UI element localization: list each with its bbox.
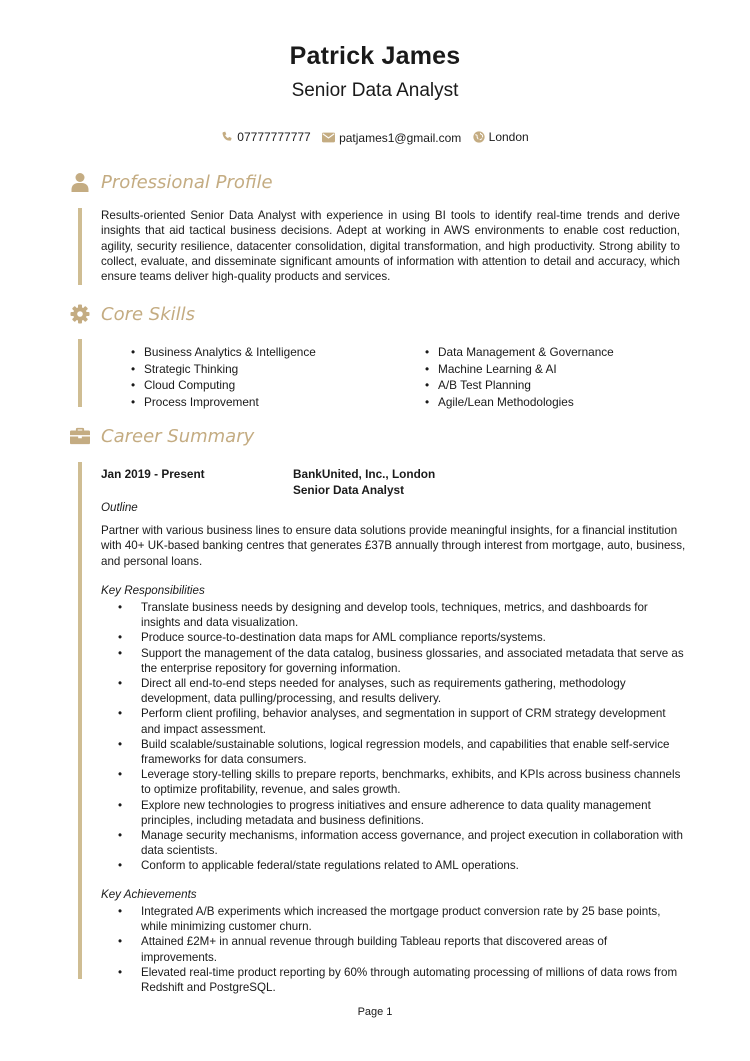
candidate-name: Patrick James <box>289 42 461 70</box>
skill-item: • Process Improvement <box>131 394 316 411</box>
achievement-item: • Integrated A/B experiments which increased the mortgage product conversion rate by 25 base points, while minimizing customer churn. <box>101 904 686 934</box>
gear-icon <box>70 304 90 324</box>
skill-item: • Cloud Computing <box>131 377 316 394</box>
responsibilities-label: Key Responsibilities <box>101 584 205 597</box>
job-company: BankUnited, Inc., London <box>293 467 436 481</box>
job-employer <box>293 467 435 498</box>
contact-location <box>473 129 529 145</box>
profile-section-heading <box>70 169 273 195</box>
achievements-label: Key Achievements <box>101 888 197 901</box>
section-title: Core Skills <box>101 303 196 325</box>
section-bar <box>78 339 82 407</box>
globe-icon <box>473 131 485 143</box>
person-icon <box>70 172 90 192</box>
skill-item: • Business Analytics & Intelligence <box>131 344 316 361</box>
section-bar <box>78 462 82 979</box>
skill-item: • Strategic Thinking <box>131 361 316 378</box>
responsibility-item: • Manage security mechanisms, information access governance, and project execution in collaboration with data scientists. <box>101 828 686 858</box>
section-bar <box>78 208 82 285</box>
contact-phone[interactable] <box>221 129 310 145</box>
skills-section-heading <box>70 301 195 327</box>
skill-item: • Machine Learning & AI <box>425 361 614 378</box>
responsibility-item: • Support the management of the data catalog, business glossaries, and associated metadata that serve as the enterprise repository for governing information. <box>101 646 686 676</box>
responsibility-item: • Explore new technologies to progress initiatives and ensure adherence to data quality management principles, including metadata and business definitions. <box>101 798 686 828</box>
responsibility-item: • Perform client profiling, behavior analyses, and segmentation in support of CRM strategy development and impact assessment. <box>101 706 686 736</box>
envelope-icon <box>322 132 335 143</box>
skills-column-left <box>131 344 316 410</box>
phone-icon <box>221 131 233 143</box>
page-number: Page 1 <box>357 1006 393 1018</box>
skill-item: • Agile/Lean Methodologies <box>425 394 614 411</box>
candidate-title: Senior Data Analyst <box>291 80 459 101</box>
responsibility-item: • Produce source-to-destination data maps for AML compliance reports/systems. <box>101 630 686 645</box>
responsibility-item: • Translate business needs by designing and develop tools, techniques, metrics, and dashboards for insights and data visualization. <box>101 600 686 630</box>
contact-email[interactable] <box>322 130 461 146</box>
contact-line <box>0 129 750 147</box>
outline-label: Outline <box>101 501 138 514</box>
responsibility-item: • Build scalable/sustainable solutions, logical regression models, and capabilities that enable self-service frameworks for data consumers. <box>101 737 686 767</box>
job-dates: Jan 2019 - Present <box>101 467 205 481</box>
career-section-heading <box>70 423 254 449</box>
skills-column-right <box>425 344 614 410</box>
achievement-item: • Attained £2M+ in annual revenue through building Tableau reports that discovered areas of improvements. <box>101 934 686 964</box>
briefcase-icon <box>70 426 90 446</box>
section-title: Professional Profile <box>101 171 273 193</box>
responsibilities-list <box>101 600 686 874</box>
skill-item: • Data Management & Governance <box>425 344 614 361</box>
responsibility-item: • Direct all end-to-end steps needed for analyses, such as requirements gathering, methodology development, data pulling/processing, and results delivery. <box>101 676 686 706</box>
skill-item: • A/B Test Planning <box>425 377 614 394</box>
achievement-item: • Elevated real-time product reporting by 60% through automating processing of millions of data rows from Redshift and PostgreSQL. <box>101 965 686 995</box>
achievements-list <box>101 904 686 995</box>
job-role: Senior Data Analyst <box>293 482 405 497</box>
phone-text: 07777777777 <box>237 130 311 144</box>
email-text: patjames1@gmail.com <box>339 130 462 145</box>
profile-text: Results-oriented Senior Data Analyst with experience in using BI tools to identify real-time trends and derive insights that aid tactical business decisions. Adept at working in AWS environments to enable cost reduction, agility, security resilience, datacenter consolidation, digital transformation, and high productivity. Strong ability to collect, evaluate, and disseminate significant amounts of information with attention to detail and accuracy, which ensure teams deliver high-quality products and services. <box>101 209 680 284</box>
section-title: Career Summary <box>101 425 255 447</box>
responsibility-item: • Conform to applicable federal/state regulations related to AML operations. <box>101 858 686 873</box>
outline-text: Partner with various business lines to ensure data solutions provide meaningful insights, for a financial institution with 40+ UK-based banking centres that generates £37B annually through interest from mortgage, auto, business, and personal loans. <box>101 524 686 568</box>
responsibility-item: • Leverage story-telling skills to prepare reports, benchmarks, exhibits, and KPIs across business channels to optimize profitability, revenue, and sales growth. <box>101 767 686 797</box>
location-text: London <box>488 130 529 144</box>
